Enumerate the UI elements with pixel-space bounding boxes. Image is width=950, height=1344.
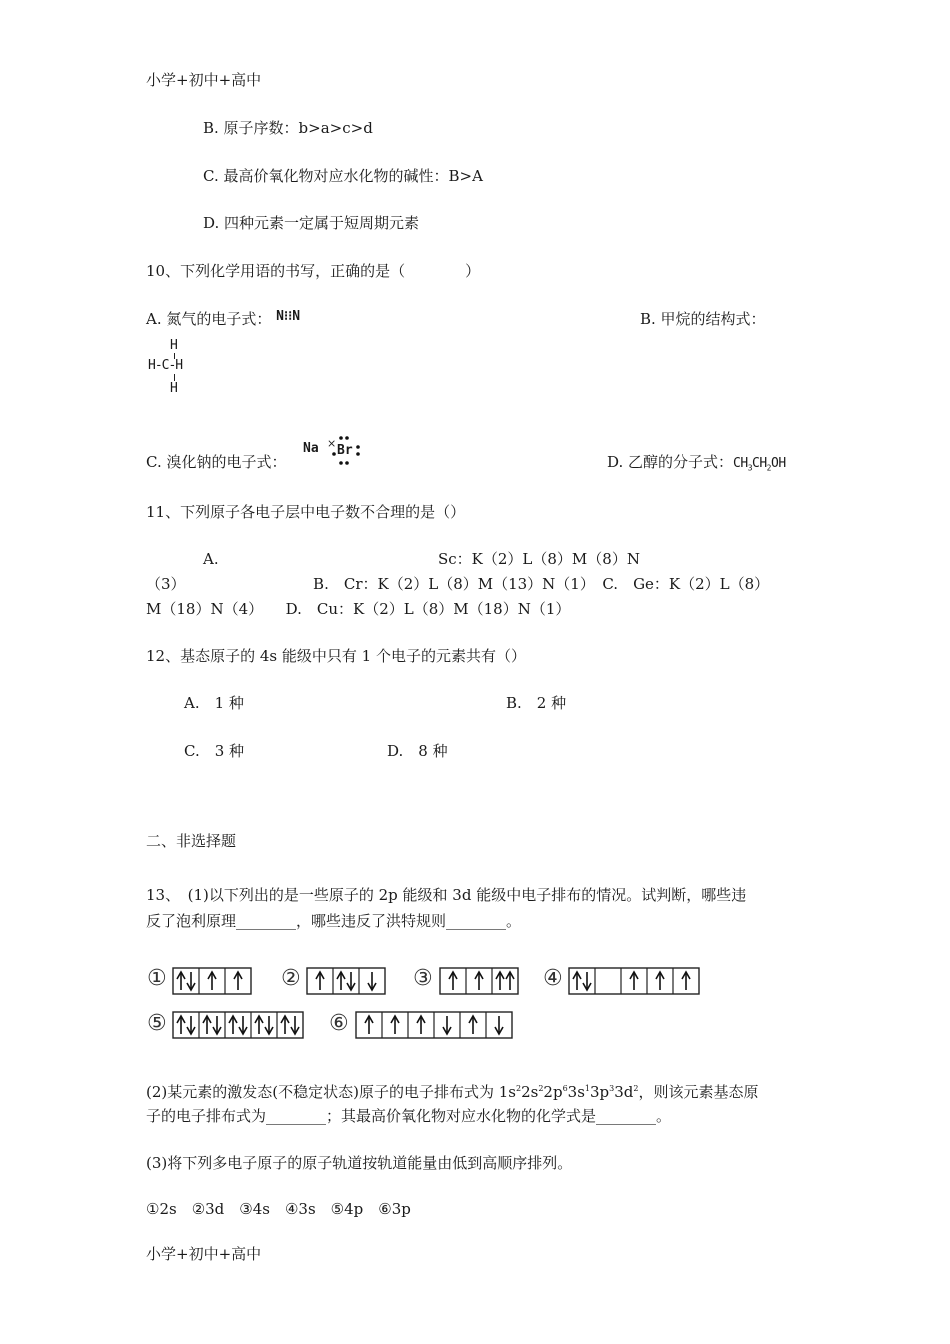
config-part: 3s bbox=[567, 1083, 585, 1101]
diagram-label: ④ bbox=[543, 966, 563, 991]
spin-down-arrow-icon bbox=[368, 972, 376, 990]
diagram-label: ③ bbox=[413, 966, 433, 991]
sup: 1 bbox=[584, 1084, 590, 1093]
orbital-frame bbox=[173, 1012, 303, 1038]
q10-option-a bbox=[146, 309, 300, 331]
q13-stem-line-1: 13、 (1)以下列出的是一些原子的 2p 能级和 3d 能级中电子排布的情况。试判断，哪些违 bbox=[146, 886, 747, 904]
orbital-boxes bbox=[355, 1011, 513, 1043]
spin-up-arrow-icon bbox=[469, 1016, 477, 1034]
orbital-boxes bbox=[568, 967, 700, 999]
sup: 3 bbox=[609, 1084, 615, 1093]
spin-up-arrow-icon bbox=[316, 972, 324, 990]
spin-down-arrow-icon bbox=[583, 972, 591, 990]
q12-option-a: A. 1 种 bbox=[184, 694, 244, 712]
q13-part2-prefix: (2)某元素的激发态(不稳定状态)原子的电子排布式为 1s bbox=[146, 1083, 516, 1101]
methane-h-bottom: H bbox=[170, 381, 178, 396]
orbital-boxes bbox=[439, 967, 519, 999]
spin-up-arrow-icon bbox=[365, 1016, 373, 1034]
sup: 2 bbox=[633, 1084, 639, 1093]
q10-option-c: C. 溴化钠的电子式： bbox=[146, 453, 287, 471]
q11-stem: 11、下列原子各电子层中电子数不合理的是（） bbox=[146, 503, 466, 521]
diagram-label: ⑥ bbox=[329, 1011, 349, 1036]
config-part: 2p bbox=[543, 1083, 563, 1101]
config-part: 2s bbox=[521, 1083, 539, 1101]
spin-down-arrow-icon bbox=[291, 1016, 299, 1034]
methane-structure bbox=[146, 338, 206, 400]
q13-part3: (3)将下列多电子原子的原子轨道按轨道能量由低到高顺序排列。 bbox=[146, 1154, 573, 1172]
sup: 2 bbox=[538, 1084, 544, 1093]
q13-part2-line-1 bbox=[146, 1079, 759, 1102]
diagram-label: ① bbox=[147, 966, 167, 991]
q12-stem: 12、基态原子的 4s 能级中只有 1 个电子的元素共有（） bbox=[146, 647, 526, 665]
spin-down-arrow-icon bbox=[443, 1016, 451, 1034]
config-part: 3p bbox=[590, 1083, 610, 1101]
sup: 2 bbox=[515, 1084, 522, 1093]
orbital-box-row bbox=[306, 967, 386, 995]
spin-up-arrow-icon bbox=[208, 972, 216, 990]
spin-up-arrow-icon bbox=[177, 1016, 185, 1034]
methane-bond-bottom bbox=[174, 374, 175, 381]
spin-up-arrow-icon bbox=[496, 972, 504, 990]
spin-down-arrow-icon bbox=[213, 1016, 221, 1034]
spin-up-arrow-icon bbox=[203, 1016, 211, 1034]
diagram-label: ② bbox=[281, 966, 301, 991]
ethanol-part: CH bbox=[752, 456, 767, 471]
spin-up-arrow-icon bbox=[475, 972, 483, 990]
spin-up-arrow-icon bbox=[417, 1016, 425, 1034]
spin-down-arrow-icon bbox=[187, 972, 195, 990]
spin-down-arrow-icon bbox=[187, 1016, 195, 1034]
methane-h-top: H bbox=[170, 338, 178, 353]
spin-down-arrow-icon bbox=[495, 1016, 503, 1034]
spin-up-arrow-icon bbox=[506, 972, 514, 990]
spin-down-arrow-icon bbox=[239, 1016, 247, 1034]
q10-option-d-label: D. 乙醇的分子式： bbox=[607, 453, 734, 471]
page-footer: 小学+初中+高中 bbox=[146, 1245, 262, 1263]
n2-electron-formula: N⁝⁝N bbox=[276, 309, 301, 324]
q12-option-b: B. 2 种 bbox=[506, 694, 567, 712]
sup: 6 bbox=[562, 1084, 568, 1093]
q11-line-2: （3） B. Cr：K（2）L（8）M（13）N（1） C. Ge：K（2）L（8） bbox=[146, 575, 770, 593]
orbital-boxes bbox=[172, 1011, 304, 1043]
ethanol-part: OH bbox=[771, 456, 786, 471]
config-part: 3d bbox=[614, 1083, 634, 1101]
ethanol-sub: 3 bbox=[747, 463, 753, 473]
section-heading: 二、非选择题 bbox=[146, 832, 237, 850]
orbital-boxes bbox=[172, 967, 252, 999]
q13-stem-line-2: 反了泡利原理________，哪些违反了洪特规则________。 bbox=[146, 912, 522, 930]
q13-part2-line-2: 子的电子排布式为________；其最高价氧化物对应水化物的化学式是________。 bbox=[146, 1107, 672, 1125]
orbital-box-row bbox=[172, 1011, 304, 1039]
spin-up-arrow-icon bbox=[255, 1016, 263, 1034]
q10-option-d bbox=[607, 452, 786, 479]
spin-up-arrow-icon bbox=[630, 972, 638, 990]
spin-up-arrow-icon bbox=[449, 972, 457, 990]
diagram-label: ⑤ bbox=[147, 1011, 167, 1036]
q13-part2-suffix: ，则该元素基态原 bbox=[638, 1083, 759, 1101]
spin-up-arrow-icon bbox=[229, 1016, 237, 1034]
q11-option-a-label: A. bbox=[203, 550, 219, 568]
spin-down-arrow-icon bbox=[265, 1016, 273, 1034]
nabr-na: Na bbox=[303, 441, 319, 456]
q9-option-c: C. 最高价氧化物对应水化物的碱性：B>A bbox=[203, 167, 483, 185]
nabr-br: Br bbox=[337, 443, 353, 458]
spin-up-arrow-icon bbox=[573, 972, 581, 990]
orbital-boxes bbox=[306, 967, 386, 999]
page-header: 小学+初中+高中 bbox=[146, 71, 262, 89]
spin-down-arrow-icon bbox=[347, 972, 355, 990]
spin-up-arrow-icon bbox=[281, 1016, 289, 1034]
spin-up-arrow-icon bbox=[177, 972, 185, 990]
ethanol-formula bbox=[733, 456, 786, 471]
orbital-box-row bbox=[172, 967, 252, 995]
q10-option-b: B. 甲烷的结构式： bbox=[640, 310, 766, 328]
nabr-electron-formula bbox=[303, 435, 365, 467]
spin-up-arrow-icon bbox=[234, 972, 242, 990]
ethanol-sub: 2 bbox=[766, 463, 771, 473]
nabr-cross: × bbox=[327, 437, 337, 450]
q9-option-d: D. 四种元素一定属于短周期元素 bbox=[203, 214, 420, 232]
orbital-box-row bbox=[568, 967, 700, 995]
spin-up-arrow-icon bbox=[337, 972, 345, 990]
methane-row: H-C-H bbox=[148, 358, 183, 373]
bromide-lone-pairs-icon bbox=[303, 435, 365, 467]
q9-option-b: B. 原子序数：b>a>c>d bbox=[203, 119, 373, 137]
q10-option-a-label: A. 氮气的电子式： bbox=[146, 310, 272, 328]
orbital-frame bbox=[307, 968, 385, 994]
ethanol-part: CH bbox=[733, 456, 748, 471]
q12-option-d: D. 8 种 bbox=[387, 742, 448, 760]
q10-stem: 10、下列化学用语的书写，正确的是（ ） bbox=[146, 262, 481, 280]
orbital-box-row bbox=[439, 967, 519, 995]
spin-up-arrow-icon bbox=[682, 972, 690, 990]
q13-part3-list: ①2s ②3d ③4s ④3s ⑤4p ⑥3p bbox=[146, 1200, 411, 1218]
q11-option-a-text: Sc：K（2）L（8）M（8）N bbox=[438, 550, 640, 568]
spin-up-arrow-icon bbox=[391, 1016, 399, 1034]
q12-option-c: C. 3 种 bbox=[184, 742, 245, 760]
spin-up-arrow-icon bbox=[656, 972, 664, 990]
q11-line-3: M（18）N（4） D. Cu：K（2）L（8）M（18）N（1） bbox=[146, 600, 571, 618]
orbital-box-row bbox=[355, 1011, 513, 1039]
